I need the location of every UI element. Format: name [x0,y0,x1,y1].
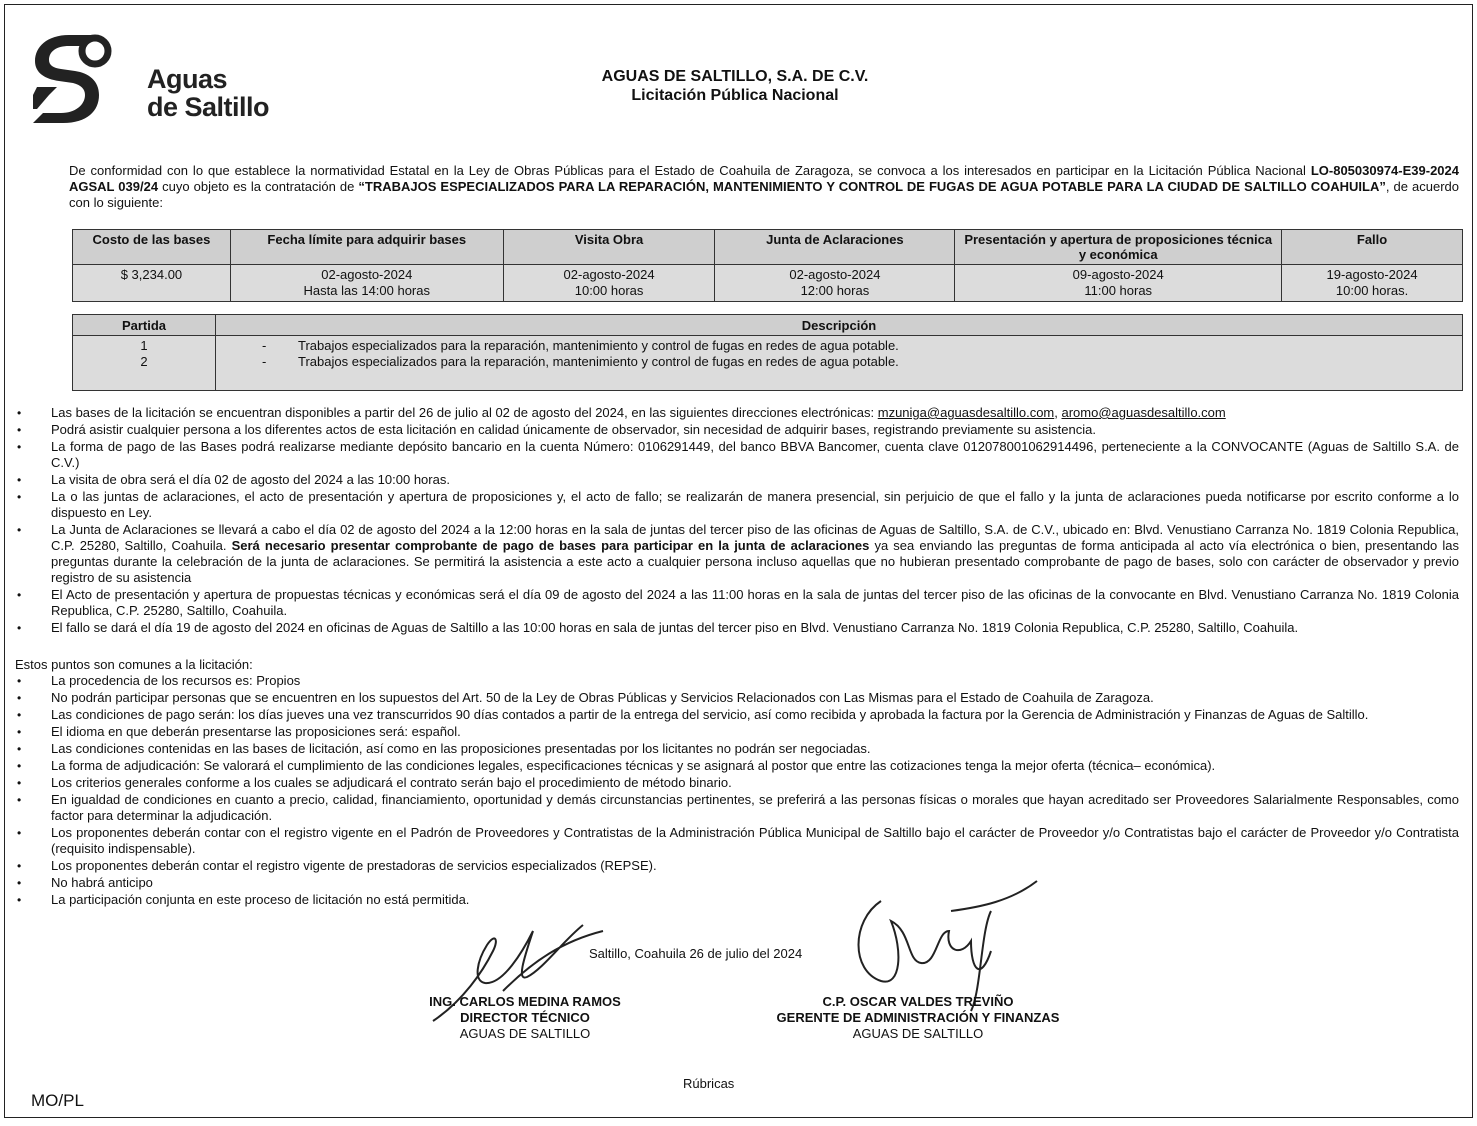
initials: MO/PL [31,1091,84,1110]
list-item: • El Acto de presentación y apertura de propuestas técnicas y económicas será el día 09 de agosto del 2024 a las 11:00 horas en la sala de juntas del tercer piso de las oficinas de la convocante en Blvd. Venustiano Carranza No. 1819 Colonia Republica, C.P. 25280, Saltillo, Coahuila. [15,587,1459,619]
intro-text-3: , de acuerdo con lo siguiente: [69,179,1460,210]
schedule-table [72,229,1463,302]
place-date: Saltillo, Coahuila 26 de julio del 2024 [589,946,803,961]
tender-type: Licitación Pública Nacional [631,87,839,104]
header-ruling: Fallo [1282,230,1463,265]
cell-item-numbers [73,336,216,391]
site-visit-date: 02-agosto-2024 [563,267,655,282]
list-item: • La visita de obra será el día 02 de agosto del 2024 a las 10:00 horas. [15,472,1459,488]
logo-wordmark [147,65,269,121]
cell-ruling [1282,265,1463,302]
header-site-visit: Visita Obra [503,230,715,265]
list-item: • Los proponentes deberán contar con el registro vigente en el Padrón de Proveedores y Contratistas de la Administración Pública Municipal de Saltillo bajo el carácter de Proveedor y/o Contratistas bajo el carácter de Proveedor y/o Contratista (requisito indispensable). [15,825,1459,857]
signatory-technical-director [409,994,641,1042]
list-item-emphasis: Será necesario presentar comprobante de pago de bases para participar en la junta de aclaraciones [231,538,870,553]
signatory-finance-manager [753,994,1083,1042]
presentation-time: 11:00 horas [1084,283,1153,298]
item-dash: - [262,354,267,369]
list-item: • El idioma en que deberán presentarse las proposiciones será: español. [15,724,1459,740]
tender-code: LO-805030974-E39-2024 AGSAL 039/24 [69,163,1459,194]
rubricas-label: Rúbricas [683,1076,735,1091]
list-item: • La o las juntas de aclaraciones, el acto de presentación y apertura de proposiciones y, el acto de fallo; se realizarán de manera presencial, sin perjuicio de que el fallo y la junta de aclaraciones pueda notificarse por escrito conforme a lo dispuesto en Ley. [15,489,1459,521]
list-item: • El fallo se dará el día 19 de agosto del 2024 en oficinas de Aguas de Saltillo a las 10:00 horas en sala de juntas del tercer piso en Blvd. Venustiano Carranza No. 1819 Colonia Republica, C.P. 25280, Saltillo, Coahuila. [15,620,1459,636]
aguas-de-saltillo-logo-icon [29,29,119,125]
signatory-name: ING. CARLOS MEDINA RAMOS [429,994,621,1009]
list-item: • No habrá anticipo [15,875,1459,891]
list-item-text: Las bases de la licitación se encuentran disponibles a partir del 26 de julio al 02 de agosto del 2024, en las siguientes direcciones electrónicas: [51,405,878,420]
cell-site-visit [503,265,715,302]
document-header [385,67,1085,105]
signatory-org: AGUAS DE SALTILLO [852,1026,984,1041]
list-item [15,522,1459,586]
list-item: • La procedencia de los recursos es: Propios [15,673,1459,689]
items-header-row [73,315,1463,336]
item-number: 2 [140,354,148,369]
clarifications-date: 02-agosto-2024 [789,267,881,282]
item-text: Trabajos especializados para la reparación, mantenimiento y control de fugas en redes de agua potable. [298,338,899,353]
intro-paragraph [69,163,1459,211]
list-item-text: ya sea enviando las preguntas de forma anticipada al acto vía electrónica o bien, presentando las preguntas durante la celebración de la junta de aclaraciones. Se permitirá la asistencia a este acto a cualquier persona incluso aquellas que no hubieran presentado comprobante de pago de bases, solo con carácter de observador y previo registro de su asistencia [51,538,1459,585]
schedule-data-row [73,265,1463,302]
cost-value: $ 3,234.00 [120,267,183,282]
presentation-date: 09-agosto-2024 [1072,267,1164,282]
cell-clarifications [715,265,955,302]
list-item: • Las condiciones contenidas en las bases de licitación, así como en las proposiciones presentadas por los licitantes no podrán ser negociadas. [15,741,1459,757]
cell-presentation [955,265,1282,302]
terms-list [15,405,1459,637]
common-points-list [15,673,1459,909]
signatory-org: AGUAS DE SALTILLO [459,1026,591,1041]
list-item: • La participación conjunta en este proceso de licitación no está permitida. [15,892,1459,908]
cell-item-descriptions [216,336,1463,391]
list-item: • Los criterios generales conforme a los cuales se adjudicará el contrato serán bajo el procedimiento de método binario. [15,775,1459,791]
intro-text-2: cuyo objeto es la contratación de [158,179,359,194]
list-item-text: La Junta de Aclaraciones se llevará a cabo el día 02 de agosto del 2024 a la 12:00 horas en la sala de juntas del tercer piso de las oficinas de Aguas de Saltillo, S.A. de C.V., ubicado en: Blvd. Venustiano Carranza No. 1819 Colonia Republica, C.P. 25280, Saltillo, Coahuila. [51,522,1459,553]
document-page [4,4,1473,1118]
tender-object: “TRABAJOS ESPECIALIZADOS PARA LA REPARACIÓN, MANTENIMIENTO Y CONTROL DE FUGAS DE AGUA POTABLE PARA LA CIUDAD DE SALTILLO COAHUILA” [358,179,1386,194]
list-item: • En igualdad de condiciones en cuanto a precio, calidad, financiamiento, oportunidad y demás circunstancias pertinentes, se preferirá a las personas físicas o morales que hayan acreditado ser Proveedores Salarialmente Responsables, como factor para determinar la adjudicación. [15,792,1459,824]
list-item: • La forma de adjudicación: Se valorará el cumplimiento de las condiciones legales, especificaciones técnicas y se asignará al postor que entre las cotizaciones tenga la mejor oferta (técnica– económica). [15,758,1459,774]
header-partida: Partida [73,315,216,336]
email-link-2[interactable]: aromo@aguasdesaltillo.com [1061,405,1226,420]
header-clarifications: Junta de Aclaraciones [715,230,955,265]
intro-text-1: De conformidad con lo que establece la normatividad Estatal en la Ley de Obras Públicas para el Estado de Coahuila de Zaragoza, se convoca a los interesados en participar en la Licitación Pública Nacional [69,163,1311,178]
item-dash: - [262,338,267,353]
signatory-position: DIRECTOR TÉCNICO [460,1010,590,1025]
list-item: • Los proponentes deberán contar el registro vigente de prestadoras de servicios especializados (REPSE). [15,858,1459,874]
list-item: • Las condiciones de pago serán: los días jueves una vez transcurridos 90 días contados a partir de la entrega del servicio, así como recibida y aprobada la factura por la Gerencia de Administración y Finanzas de Aguas de Saltillo. [15,707,1459,723]
logo [29,29,279,129]
list-item: • No podrán participar personas que se encuentren en los supuestos del Art. 50 de la Ley de Obras Públicas y Servicios Relacionados con Las Mismas para el Estado de Coahuila de Zaragoza. [15,690,1459,706]
email-link-1[interactable]: mzuniga@aguasdesaltillo.com [877,405,1055,420]
item-description [220,354,1458,370]
common-points-title: Estos puntos son comunes a la licitación: [15,657,253,672]
list-item [15,405,1459,421]
header-deadline: Fecha límite para adquirir bases [230,230,503,265]
schedule-header-row [73,230,1463,265]
logo-line-2: de Saltillo [147,92,270,122]
site-visit-time: 10:00 horas [574,283,644,298]
ruling-date: 19-agosto-2024 [1326,267,1418,282]
cell-cost [73,265,231,302]
item-number: 1 [140,338,148,353]
header-description: Descripción [216,315,1463,336]
items-body-row [73,336,1463,391]
items-table [72,314,1463,391]
deadline-date: 02-agosto-2024 [321,267,413,282]
item-description [220,338,1458,354]
signatory-position: GERENTE DE ADMINISTRACIÓN Y FINANZAS [776,1010,1060,1025]
cell-deadline [230,265,503,302]
signatory-name: C.P. OSCAR VALDES TREVIÑO [822,994,1014,1009]
clarifications-time: 12:00 horas [800,283,870,298]
deadline-time: Hasta las 14:00 horas [303,283,430,298]
ruling-time: 10:00 horas. [1335,283,1409,298]
logo-line-1: Aguas [147,64,228,94]
item-text: Trabajos especializados para la reparación, mantenimiento y control de fugas en redes de agua potable. [298,354,899,369]
list-item: • La forma de pago de las Bases podrá realizarse mediante depósito bancario en la cuenta Número: 0106291449, del banco BBVA Bancomer, cuenta clave 012078001062914496, perteneciente a la CONVOCANTE (Aguas de Saltillo S.A. de C.V.) [15,439,1459,471]
email-separator: , [1054,405,1062,420]
company-title: AGUAS DE SALTILLO, S.A. DE C.V. [601,68,869,85]
header-presentation: Presentación y apertura de proposiciones técnica y económica [955,230,1282,265]
list-item: • Podrá asistir cualquier persona a los diferentes actos de esta licitación en calidad únicamente de observador, sin necesidad de adquirir bases, registrando previamente su asistencia. [15,422,1459,438]
header-cost: Costo de las bases [73,230,231,265]
